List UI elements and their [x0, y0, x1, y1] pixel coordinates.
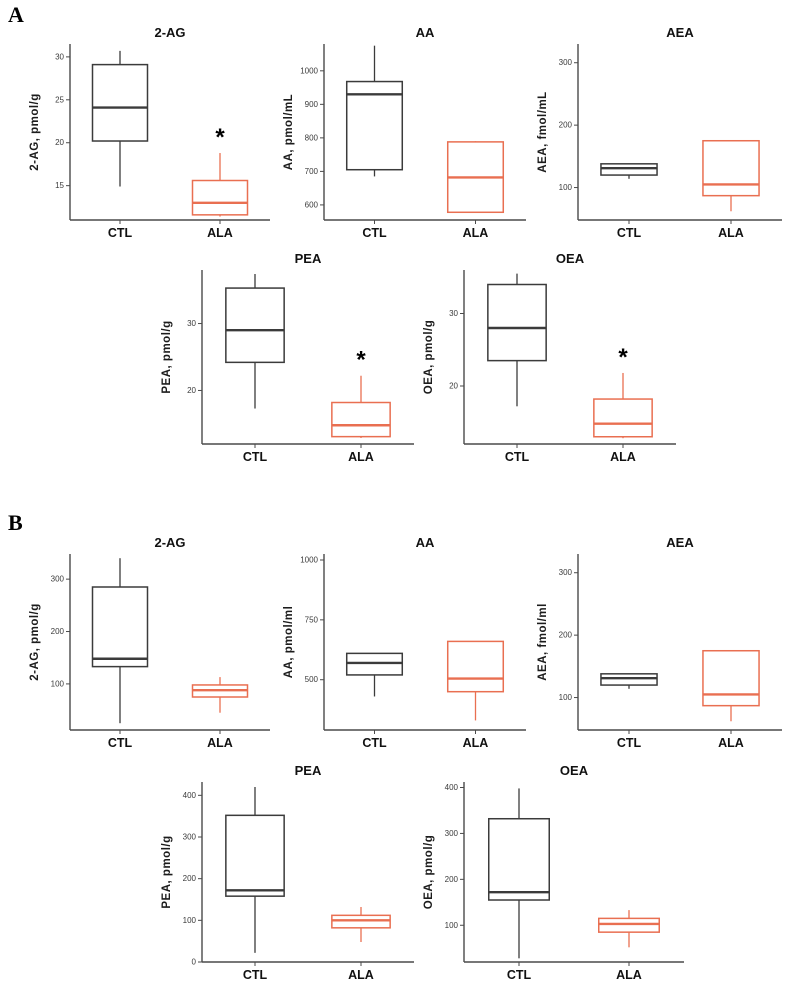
y-axis-label: PEA, pmol/g: [161, 835, 173, 909]
box-ctl: [489, 819, 550, 900]
group-label-ctl: CTL: [107, 226, 133, 240]
group-label-ctl: CTL: [242, 450, 268, 464]
box-ala: [332, 403, 390, 437]
group-label-ala: ALA: [207, 226, 233, 240]
group-label-ctl: CTL: [107, 736, 133, 750]
plot-title: AEA: [666, 25, 694, 40]
y-axis-label: 2-AG, pmol/g: [29, 603, 41, 681]
box-ala: [332, 915, 390, 928]
boxplot-b-pea: [158, 762, 422, 990]
group-label-ala: ALA: [616, 968, 642, 982]
y-tick-label: 100: [558, 183, 572, 193]
group-label-ala: ALA: [348, 968, 374, 982]
y-tick-label: 1000: [300, 66, 318, 76]
boxplot-svg-a-aea: [534, 24, 790, 248]
box-ala: [703, 651, 759, 706]
plot-title: PEA: [294, 763, 322, 778]
y-tick-label: 15: [55, 181, 64, 191]
box-ctl: [93, 65, 148, 141]
y-tick-label: 600: [304, 200, 318, 210]
group-label-ctl: CTL: [506, 968, 532, 982]
boxplot-svg-a-2ag: [26, 24, 278, 248]
y-tick-label: 30: [55, 52, 64, 62]
group-label-ctl: CTL: [362, 226, 387, 240]
box-ala: [599, 918, 660, 932]
boxplot-a-aea: [534, 24, 790, 248]
y-tick-label: 200: [50, 627, 64, 637]
y-tick-label: 400: [444, 783, 458, 793]
y-axis-label: AA, pmol/ml: [283, 605, 295, 679]
y-tick-label: 300: [558, 568, 572, 578]
box-ala: [703, 141, 759, 196]
y-tick-label: 300: [182, 832, 196, 842]
box-ctl: [601, 164, 657, 175]
plot-title: AEA: [666, 535, 694, 550]
y-tick-label: 300: [50, 574, 64, 584]
y-tick-label: 200: [182, 874, 196, 884]
panel-a-label: A: [8, 2, 24, 27]
plot-title: OEA: [559, 763, 589, 778]
boxplot-svg-a-aa: [280, 24, 534, 248]
boxplot-a-2ag: [26, 24, 278, 248]
group-label-ala: ALA: [348, 450, 374, 464]
box-ala: [594, 399, 652, 437]
plot-title: AA: [415, 535, 435, 550]
plot-title: PEA: [294, 251, 322, 266]
plot-title: AA: [415, 25, 435, 40]
box-ctl: [226, 288, 284, 362]
significance-star: *: [356, 346, 366, 374]
boxplot-b-2ag: [26, 534, 278, 758]
plot-title: 2-AG: [154, 535, 186, 550]
boxplot-b-aea: [534, 534, 790, 758]
y-tick-label: 700: [304, 166, 318, 176]
boxplot-b-oea: [420, 762, 692, 990]
boxplot-a-oea: [420, 250, 684, 472]
y-axis-label: AA, pmol/mL: [283, 93, 295, 171]
y-tick-label: 100: [182, 915, 196, 925]
y-tick-label: 100: [444, 920, 458, 930]
y-tick-label: 200: [558, 630, 572, 640]
plot-title: OEA: [555, 251, 585, 266]
box-ctl: [226, 815, 284, 896]
box-ctl: [601, 674, 657, 685]
boxplot-svg-b-pea: [158, 762, 422, 990]
group-label-ctl: CTL: [362, 736, 387, 750]
boxplot-svg-b-aea: [534, 534, 790, 758]
y-tick-label: 750: [304, 615, 318, 625]
y-tick-label: 800: [304, 133, 318, 143]
boxplot-b-aa: [280, 534, 534, 758]
group-label-ala: ALA: [718, 736, 744, 750]
panel-b-label: B: [8, 510, 23, 535]
boxplot-svg-b-oea: [420, 762, 692, 990]
y-tick-label: 20: [187, 385, 196, 395]
box-ctl: [93, 587, 148, 667]
y-tick-label: 20: [449, 381, 458, 391]
box-ala: [448, 641, 504, 691]
y-axis-label: OEA, pmol/g: [423, 319, 435, 395]
y-axis-label: AEA, fmol/ml: [537, 603, 549, 681]
significance-star: *: [215, 124, 225, 152]
group-label-ala: ALA: [462, 736, 489, 750]
boxplot-svg-a-oea: [420, 250, 684, 472]
plot-title: 2-AG: [154, 25, 186, 40]
y-tick-label: 30: [449, 309, 458, 318]
group-label-ctl: CTL: [616, 736, 642, 750]
y-axis-label: OEA, pmol/g: [423, 834, 435, 910]
y-tick-label: 20: [55, 138, 64, 148]
y-axis-label: PEA, pmol/g: [161, 320, 173, 394]
boxplot-a-aa: [280, 24, 534, 248]
boxplot-a-pea: [158, 250, 422, 472]
y-tick-label: 900: [304, 99, 318, 109]
y-axis-label: AEA, fmol/mL: [537, 91, 549, 173]
y-tick-label: 200: [558, 120, 572, 130]
group-label-ala: ALA: [207, 736, 233, 750]
y-axis-label: 2-AG, pmol/g: [29, 93, 41, 171]
group-label-ala: ALA: [610, 450, 636, 464]
box-ala: [193, 181, 248, 215]
group-label-ala: ALA: [462, 226, 489, 240]
box-ctl: [488, 285, 546, 361]
boxplot-svg-b-aa: [280, 534, 534, 758]
group-label-ala: ALA: [718, 226, 744, 240]
y-tick-label: 400: [182, 790, 196, 800]
y-tick-label: 0: [191, 957, 196, 967]
boxplot-svg-b-2ag: [26, 534, 278, 758]
y-tick-label: 300: [444, 828, 458, 838]
y-tick-label: 100: [558, 693, 572, 703]
group-label-ctl: CTL: [616, 226, 642, 240]
y-tick-label: 500: [304, 675, 318, 685]
y-tick-label: 30: [187, 319, 196, 329]
y-tick-label: 1000: [300, 555, 318, 565]
y-tick-label: 100: [50, 679, 64, 689]
group-label-ctl: CTL: [242, 968, 268, 982]
y-tick-label: 300: [558, 58, 572, 68]
y-tick-label: 200: [444, 874, 458, 884]
significance-star: *: [618, 343, 628, 371]
group-label-ctl: CTL: [504, 450, 530, 464]
y-tick-label: 25: [55, 95, 64, 105]
boxplot-svg-a-pea: [158, 250, 422, 472]
